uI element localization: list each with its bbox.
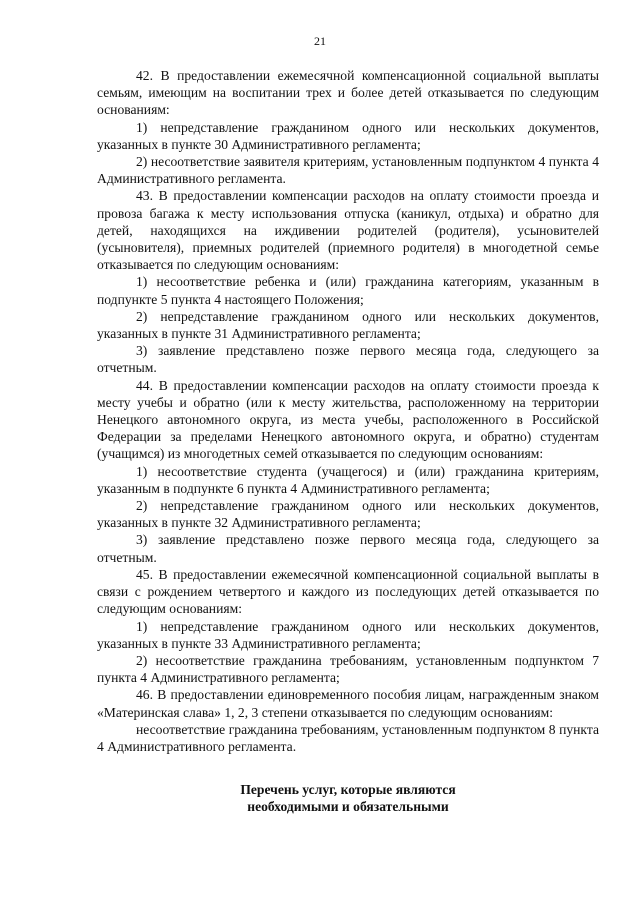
paragraph-42-item-1: 1) непредставление гражданином одного или нескольких документов, указанных в пункте 30 Административного регламента; (97, 119, 599, 152)
section-heading-line-2: необходимыми и обязательными (247, 799, 449, 815)
paragraph-46: 46. В предоставлении единовременного пособия лицам, награжденным знаком «Материнская слава» 1, 2, 3 степени отказывается по следующим основаниям: (97, 687, 599, 720)
paragraph-44: 44. В предоставлении компенсации расходов на оплату стоимости проезда к месту учебы и обратно (или к месту жительства, расположенному на территории Ненецкого автономного округа, из места учебы, расположенного в Российской Федерации за пределами Ненецкого автономного округа, и обратно) студентам (учащимся) из многодетных семей отказывается по следующим основаниям: (97, 377, 599, 462)
section-heading-line-1: Перечень услуг, которые являются (240, 782, 456, 798)
paragraph-44-item-3: 3) заявление представлено позже первого месяца года, следующего за отчетным. (97, 532, 599, 565)
paragraph-45-item-1: 1) непредставление гражданином одного или нескольких документов, указанных в пункте 33 Административного регламента; (97, 618, 599, 651)
document-body (97, 67, 599, 816)
paragraph-45-item-2: 2) несоответствие гражданина требованиям, установленным подпунктом 7 пункта 4 Административного регламента; (97, 652, 599, 686)
section-heading (97, 781, 599, 815)
paragraph-46-item: несоответствие гражданина требованиям, установленным подпунктом 8 пункта 4 Административного регламента. (97, 721, 599, 754)
paragraph-45: 45. В предоставлении ежемесячной компенсационной социальной выплаты в связи с рождением четвертого и каждого из последующих детей отказывается по следующим основаниям: (97, 566, 599, 617)
paragraph-44-item-2: 2) непредставление гражданином одного или нескольких документов, указанных в пункте 32 Административного регламента; (97, 498, 599, 531)
paragraph-44-item-1: 1) несоответствие студента (учащегося) и (или) гражданина критериям, указанным в подпункте 6 пункта 4 Административного регламента; (97, 463, 599, 496)
paragraph-43: 43. В предоставлении компенсации расходов на оплату стоимости проезда и провоза багажа к месту использования отпуска (каникул, отдыха) и обратно для детей, находящихся на иждивении родителей (родителя), усыновителей (усыновителя), приемных родителей (приемного родителя) в многодетной семье отказывается по следующим основаниям: (97, 188, 599, 273)
paragraph-42: 42. В предоставлении ежемесячной компенсационной социальной выплаты семьям, имеющим на воспитании трех и более детей отказывается по следующим основаниям: (97, 68, 599, 118)
paragraph-43-item-1: 1) несоответствие ребенка и (или) гражданина категориям, указанным в подпункте 5 пункта 4 настоящего Положения; (97, 274, 599, 307)
page-number: 21 (314, 34, 326, 48)
paragraph-43-item-2: 2) непредставление гражданином одного или нескольких документов, указанных в пункте 31 Административного регламента; (97, 308, 599, 342)
paragraph-42-item-2: 2) несоответствие заявителя критериям, установленным подпунктом 4 пункта 4 Административного регламента. (97, 154, 599, 187)
paragraph-43-item-3: 3) заявление представлено позже первого месяца года, следующего за отчетным. (97, 343, 599, 376)
